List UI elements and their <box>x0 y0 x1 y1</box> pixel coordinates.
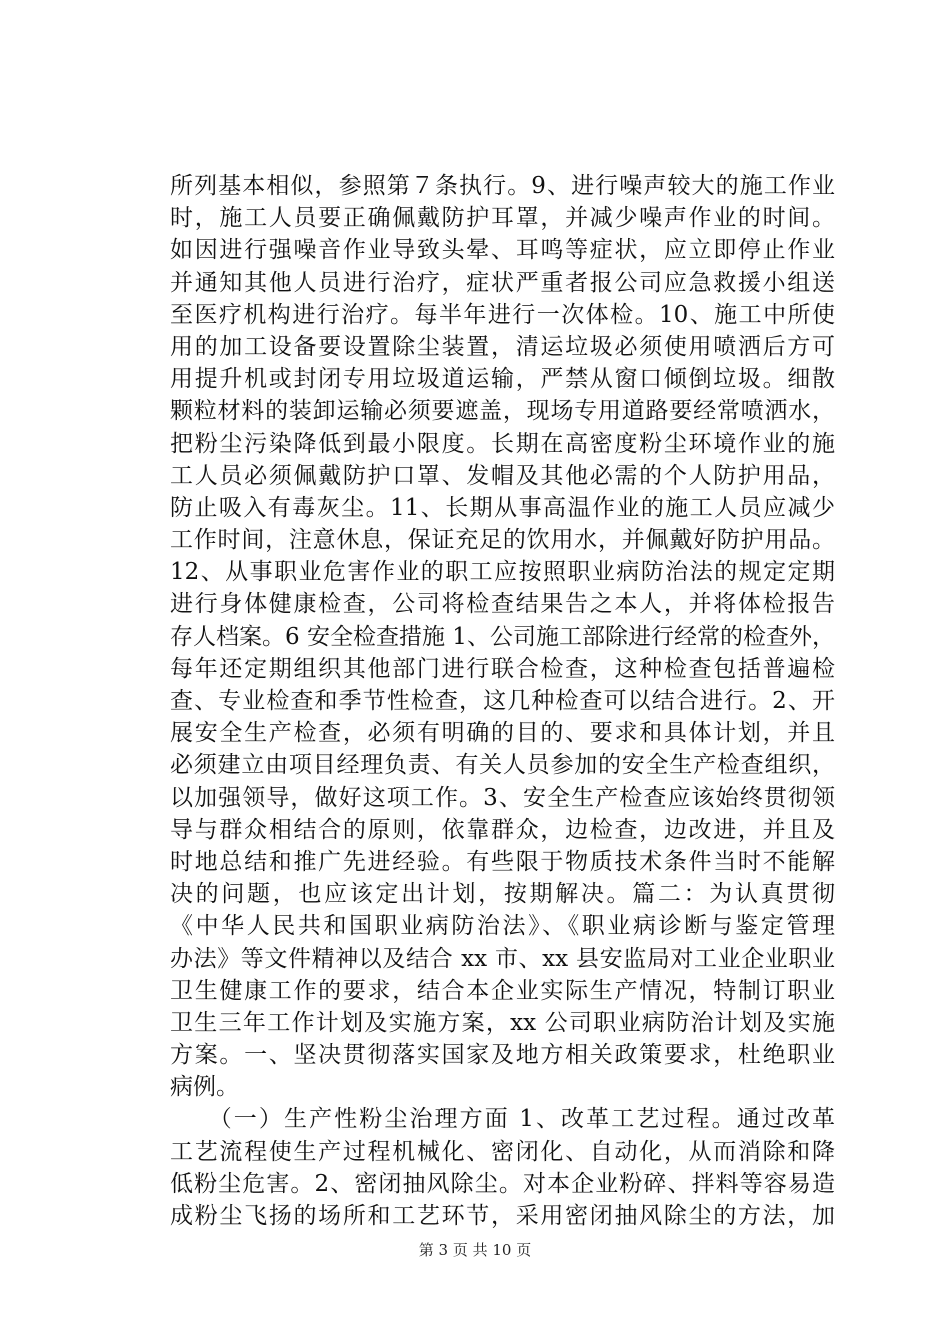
text-line: 时，施工人员要正确佩戴防护耳罩，并减少噪声作业的时间。 <box>170 205 835 232</box>
text-line: 工作时间，注意休息，保证充足的饮用水，并佩戴好防护用品。 <box>170 527 835 554</box>
body-text <box>170 170 835 1232</box>
text-line: 决的问题，也应该定出计划，按期解决。篇二：为认真贯彻 <box>170 881 835 908</box>
text-line: 方案。一、坚决贯彻落实国家及地方相关政策要求，杜绝职业 <box>170 1042 835 1069</box>
text-line: 用提升机或封闭专用垃圾道运输，严禁从窗口倾倒垃圾。细散 <box>170 366 835 393</box>
text-line: 办法》等文件精神以及结合 xx 市、xx 县安监局对工业企业职业 <box>170 945 835 972</box>
text-line: 工人员必须佩戴防护口罩、发帽及其他必需的个人防护用品， <box>170 462 835 489</box>
text-line: 所列基本相似，参照第７条执行。9、进行噪声较大的施工作业 <box>170 173 835 199</box>
text-line: 卫生三年工作计划及实施方案，xx 公司职业病防治计划及实施 <box>170 1009 835 1036</box>
page-footer: 第 3 页 共 10 页 <box>418 1241 532 1259</box>
text-line: 用的加工设备要设置除尘装置，清运垃圾必须使用喷洒后方可 <box>170 333 835 360</box>
text-line: 并通知其他人员进行治疗，症状严重者报公司应急救援小组送 <box>170 269 835 296</box>
text-line: 病例。 <box>170 1074 239 1101</box>
text-line: 每年还定期组织其他部门进行联合检查，这种检查包括普遍检 <box>170 655 835 682</box>
text-line: 展安全生产检查，必须有明确的目的、要求和具体计划，并且 <box>170 720 835 747</box>
text-line: 以加强领导，做好这项工作。3、安全生产检查应该始终贯彻领 <box>170 784 835 811</box>
text-line: 低粉尘危害。2、密闭抽风除尘。对本企业粉碎、拌料等容易造 <box>170 1170 835 1197</box>
text-line: 工艺流程使生产过程机械化、密闭化、自动化，从而消除和降 <box>170 1138 835 1165</box>
text-line: 必须建立由项目经理负责、有关人员参加的安全生产检查组织， <box>170 752 835 779</box>
text-line: 时地总结和推广先进经验。有些限于物质技术条件当时不能解 <box>170 848 835 875</box>
text-line: 颗粒材料的装卸运输必须要遮盖，现场专用道路要经常喷洒水， <box>170 398 835 425</box>
text-line: 卫生健康工作的要求，结合本企业实际生产情况，特制订职业 <box>170 977 835 1004</box>
text-line: 存人档案。6 安全检查措施 1、公司施工部除进行经常的检查外， <box>170 623 835 650</box>
text-line: 导与群众相结合的原则，依靠群众，边检查，边改进，并且及 <box>170 816 835 843</box>
text-line: 进行身体健康检查，公司将检查结果告之本人，并将体检报告 <box>170 591 835 618</box>
text-line: 如因进行强噪音作业导致头晕、耳鸣等症状，应立即停止作业 <box>170 237 835 264</box>
text-line: （一）生产性粉尘治理方面 1、改革工艺过程。通过改革 <box>170 1106 835 1133</box>
text-line: 成粉尘飞扬的场所和工艺环节，采用密闭抽风除尘的方法，加 <box>170 1203 835 1229</box>
text-line: 《中华人民共和国职业病防治法》、《职业病诊断与鉴定管理 <box>170 913 835 940</box>
text-line: 查、专业检查和季节性检查，这几种检查可以结合进行。2、开 <box>170 688 835 714</box>
text-line: 防止吸入有毒灰尘。11、长期从事高温作业的施工人员应减少 <box>170 494 835 521</box>
text-line: 至医疗机构进行治疗。每半年进行一次体检。10、施工中所使 <box>170 301 835 328</box>
text-line: 把粉尘污染降低到最小限度。长期在高密度粉尘环境作业的施 <box>170 430 835 457</box>
text-line: 12、从事职业危害作业的职工应按照职业病防治法的规定定期 <box>170 559 835 586</box>
